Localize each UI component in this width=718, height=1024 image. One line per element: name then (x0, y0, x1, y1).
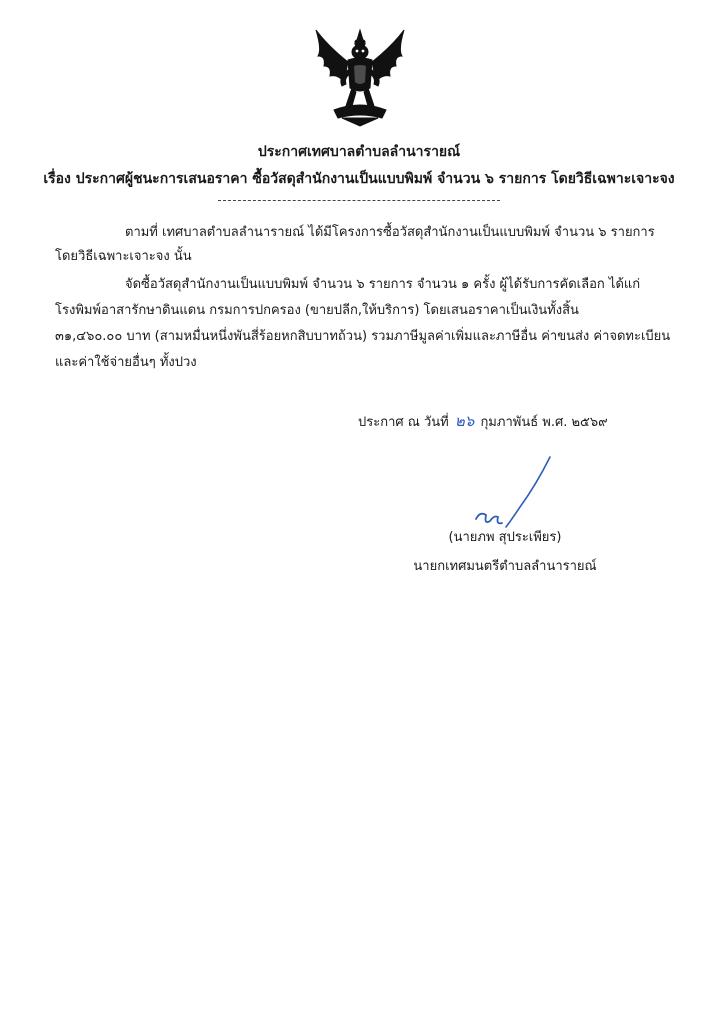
para1-line2: โดยวิธีเฉพาะเจาะจง นั้น (55, 249, 192, 264)
para1-line1: ตามที่ เทศบาลตำบลลำนารายณ์ ได้มีโครงการซื้อวัสดุสำนักงานเป็นแบบพิมพ์ จำนวน ๖ รายการ (125, 225, 655, 240)
dashed-divider (218, 200, 500, 201)
announcement-date (358, 413, 608, 431)
signatory-position: นายกเทศมนตรีตำบลลำนารายณ์ (413, 559, 597, 574)
garuda-emblem-icon (308, 26, 412, 130)
handwritten-signature (466, 455, 556, 535)
para2-line1: จัดซื้อวัสดุสำนักงานเป็นแบบพิมพ์ จำนวน ๖ รายการ จำนวน ๑ ครั้ง ผู้ได้รับการคัดเลือก ได้แก่ (125, 277, 641, 292)
date-month-year: กุมภาพันธ์ พ.ศ. ๒๕๖๙ (480, 415, 608, 430)
announcement-title: ประกาศเทศบาลตำบลลำนารายณ์ (257, 144, 461, 160)
date-day-handwritten: ๒๖ (454, 412, 475, 430)
para2-line4: และค่าใช้จ่ายอื่นๆ ทั้งปวง (55, 355, 197, 370)
para2-line3: ๓๑,๔๖๐.๐๐ บาท (สามหมื่นหนึ่งพันสี่ร้อยหกสิบบาทถ้วน) รวมภาษีมูลค่าเพิ่มและภาษีอื่น ค่าขนส่ง ค่าจดทะเบียน (55, 329, 671, 344)
date-prefix: ประกาศ ณ วันที่ (358, 415, 449, 430)
para2-line2: โรงพิมพ์อาสารักษาดินแดน กรมการปกครอง (ขายปลีก,ให้บริการ) โดยเสนอราคาเป็นเงินทั้งสิ้น (55, 303, 579, 318)
announcement-subject: เรื่อง ประกาศผู้ชนะการเสนอราคา ซื้อวัสดุสำนักงานเป็นแบบพิมพ์ จำนวน ๖ รายการ โดยวิธีเฉพาะเจาะจง (43, 171, 675, 187)
signatory-name: (นายภพ สุประเพียร) (448, 530, 562, 545)
